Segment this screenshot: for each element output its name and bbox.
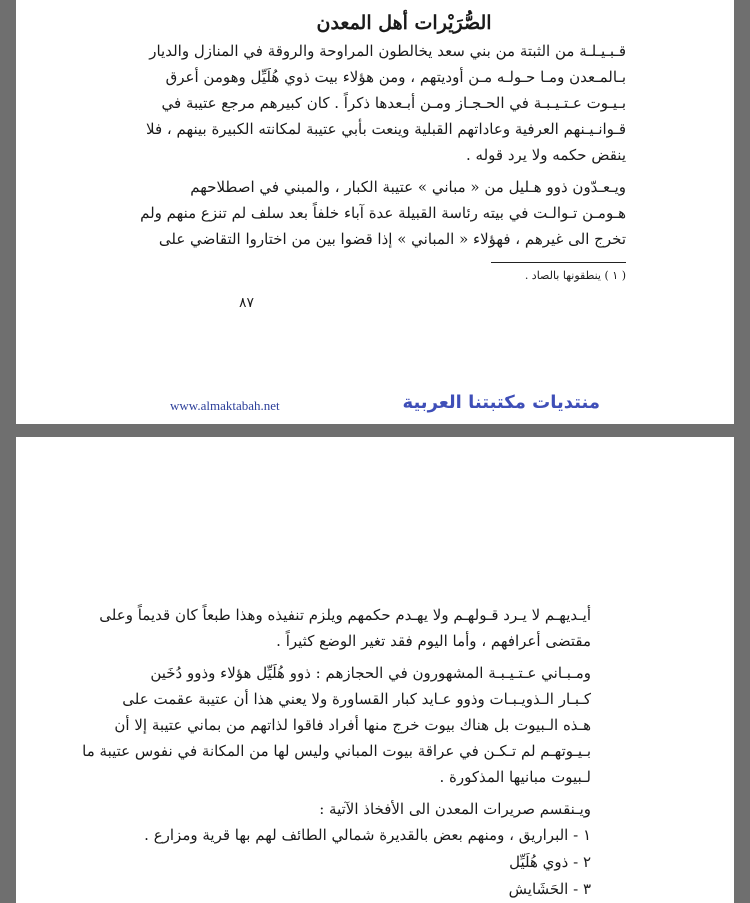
list-item: ٣ - الحَشَايش	[508, 880, 591, 898]
chapter-title: الصُّرَيْرات أهل المعدن	[316, 12, 492, 34]
bottom-page-body	[82, 602, 591, 903]
text-line: هـومـن تـوالـت في بيته رئاسة القبيلة عدة آباء خلفاً بعد سلف لم تنزع منهم ولم	[140, 204, 626, 222]
watermark	[166, 392, 606, 420]
text-line: بـيـوت عـتـيـبـة في الحـجـاز ومـن أبـعدها ذكراً . كان كبيرهم مرجع عتيبة في	[161, 94, 626, 112]
text-line: لـبيوت مبانيها المذكورة .	[439, 768, 591, 786]
text-line: ويـعـدّون ذوو هـليل من « مباني » عتيبة الكبار ، والمبني في اصطلاحهم	[190, 178, 626, 196]
text-line: ومـبـاني عـتـيـبـة المشهورون في الحجازهم : ذوو هُلَيِّل هؤلاء وذوو دُخَين	[150, 664, 591, 682]
footnote: ( ١ ) ينطقونها بالصاد .	[524, 269, 626, 282]
top-page-body	[140, 38, 626, 252]
text-line: بـيـوتهـم لم تـكـن في عراقة بيوت المباني وليس لها من المكانة في نفوس عتيبة ما	[82, 742, 591, 760]
text-line: قـوانـيـنهم العرفية وعاداتهم القبلية وينعت بأبي عتيبة لمكانته الكبيرة بينهم ، فلا	[146, 120, 626, 138]
list-item: ١ - البراريق ، ومنهم بعض بالقديرة شمالي الطائف لهم بها قرية ومزارع .	[144, 826, 591, 844]
text-line: تخرج الى غيرهم ، فهؤلاء « المباني » إذا قضوا بين من اختاروا التقاضي على	[158, 230, 626, 248]
book-page-87	[16, 0, 734, 424]
text-line: هـذه الـبيوت بل هناك بيوت خرج منها أفراد فاقوا لذاتهم من بماني عتيبة إلا أن	[114, 716, 591, 734]
list-item: ٢ - ذوي هُلَيِّل	[509, 853, 591, 871]
text-line: ينقض حكمه ولا يرد قوله .	[465, 146, 626, 164]
text-line: قـبـيـلـة من الثبتة من بني سعد يخالطون المراوحة والروقة في المنازل والديار	[149, 42, 626, 60]
page-number: ٨٧	[238, 295, 254, 311]
footnote-divider	[491, 262, 626, 263]
text-line: كـبـار الـذويـبـات وذوو عـايد كبار القساورة ولا يعني هذا أن عتيبة عقمت على	[122, 690, 591, 708]
text-line: ويـنقسم صريرات المعدن الى الأفخاذ الآتية :	[319, 800, 591, 818]
text-line: بـالمـعدن ومـا حـولـه مـن أوديتهم ، ومن هؤلاء بيت ذوي هُلَيِّل وهومن أعرق	[165, 68, 626, 86]
book-page-88	[16, 437, 734, 903]
watermark-forum-name: منتديات مكتبتنا العربية	[402, 392, 600, 413]
text-line: أيـديهـم لا يـرد قـولهـم ولا يهـدم حكمهم ويلزم تنفيذه وهذا طبعاً كان قديماً وعلى	[99, 606, 591, 624]
text-line: مقتضى أعرافهم ، وأما اليوم فقد تغير الوضع كثيراً .	[276, 632, 591, 650]
watermark-url: www.almaktabah.net	[170, 398, 280, 413]
